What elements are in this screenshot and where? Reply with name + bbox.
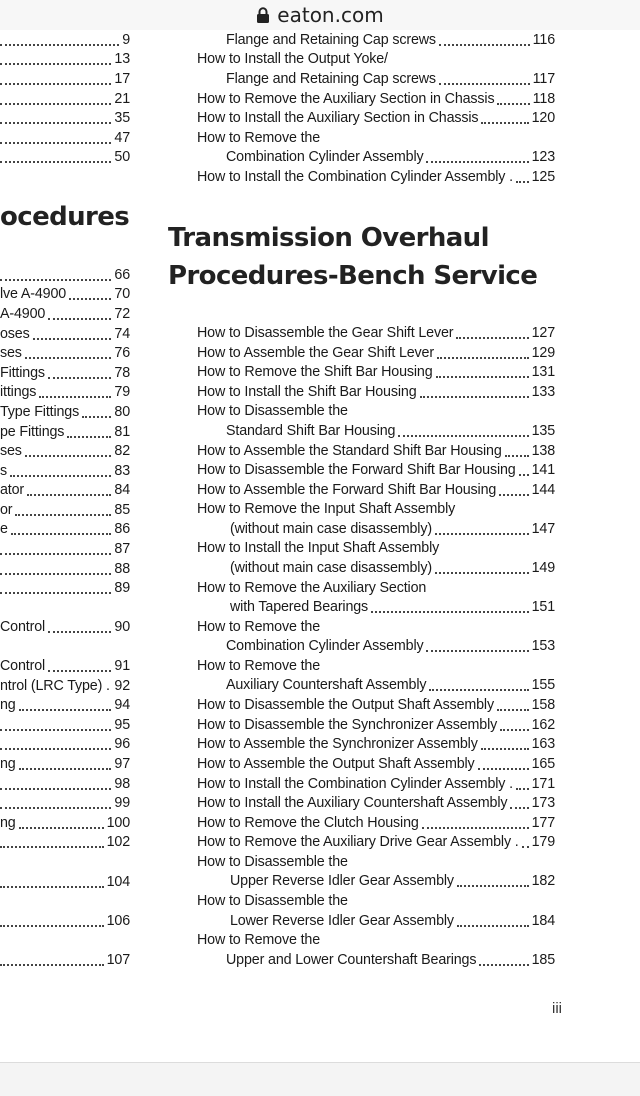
right-toc-row — [197, 892, 555, 911]
right-top-toc-label: Combination Cylinder Assembly — [226, 149, 424, 165]
right-toc-page-number: 135 — [531, 423, 555, 439]
left-toc-dot-leader — [0, 964, 104, 966]
left-toc-page-number: 86 — [114, 521, 130, 537]
left-toc-row — [0, 833, 130, 852]
right-top-toc-label: How to Remove the — [197, 130, 321, 146]
left-toc-dot-leader — [15, 514, 111, 516]
left-toc-dot-leader — [0, 573, 111, 575]
left-section-heading: ocedures — [0, 202, 130, 232]
left-toc-dot-leader — [0, 122, 111, 124]
left-toc-dot-leader — [0, 103, 111, 105]
right-toc-row — [197, 324, 555, 343]
left-toc-dot-leader — [82, 416, 111, 418]
browser-address-bar[interactable] — [0, 0, 640, 31]
right-top-toc-label: Flange and Retaining Cap screws — [226, 32, 436, 48]
left-toc-dot-leader — [27, 494, 111, 496]
right-toc-label: How to Disassemble the Forward Shift Bar Housing — [197, 462, 516, 478]
right-toc-page-number: 171 — [531, 776, 555, 792]
left-toc-page-number: 35 — [114, 110, 130, 126]
right-toc-row — [226, 676, 555, 695]
right-toc-label: How to Remove the Auxiliary Drive Gear Assembly . — [197, 834, 519, 850]
left-toc-dot-leader — [0, 788, 111, 790]
right-toc-page-number: 141 — [531, 462, 555, 478]
left-toc-dot-leader — [0, 729, 111, 731]
right-toc-row — [226, 422, 555, 441]
right-toc-row — [230, 559, 555, 578]
left-toc-page-number: 85 — [114, 502, 130, 518]
right-top-toc-row — [197, 109, 555, 128]
left-toc-page-number: 81 — [114, 424, 130, 440]
left-toc-dot-leader — [48, 631, 111, 633]
right-top-toc-label: How to Install the Output Yoke/ — [197, 51, 388, 67]
right-toc-row — [197, 814, 555, 833]
right-toc-page-number: 153 — [531, 638, 555, 654]
left-toc-page-number: 83 — [114, 463, 130, 479]
right-toc-label: (without main case disassembly) — [230, 560, 432, 576]
left-toc-dot-leader — [0, 846, 104, 848]
right-top-toc-row — [226, 70, 555, 89]
right-toc-dot-leader — [519, 474, 529, 476]
left-toc-label: ng — [0, 756, 16, 772]
right-toc-dot-leader — [426, 650, 528, 652]
left-toc-row — [0, 70, 130, 89]
left-toc-page-number: 99 — [114, 795, 130, 811]
right-toc-label: How to Remove the — [197, 658, 321, 674]
right-toc-label: How to Install the Combination Cylinder Assembly . — [197, 776, 513, 792]
left-toc-label: Control — [0, 658, 46, 674]
right-top-toc-row — [197, 129, 555, 148]
right-top-toc-page-number: 125 — [531, 169, 555, 185]
left-toc-page-number: 78 — [114, 365, 130, 381]
left-toc-page-number: 88 — [114, 561, 130, 577]
left-toc-label: ittings — [0, 384, 37, 400]
right-top-toc-label: How to Remove the Auxiliary Section in Chassis — [197, 91, 495, 107]
right-toc-label: (without main case disassembly) — [230, 521, 432, 537]
right-toc-row — [197, 481, 555, 500]
left-toc-dot-leader — [11, 533, 112, 535]
right-toc-label: How to Remove the — [197, 619, 321, 635]
right-toc-label: How to Assemble the Gear Shift Lever — [197, 345, 434, 361]
right-toc-page-number: 151 — [531, 599, 555, 615]
left-toc-page-number: 92 — [114, 678, 130, 694]
right-toc-label: Auxiliary Countershaft Assembly — [226, 677, 427, 693]
right-toc-dot-leader — [457, 925, 529, 927]
right-top-toc-dot-leader — [439, 44, 530, 46]
left-toc-dot-leader — [0, 279, 111, 281]
left-toc-row — [0, 325, 130, 344]
left-toc-page-number: 82 — [114, 443, 130, 459]
right-toc-dot-leader — [522, 846, 529, 848]
right-toc-page-number: 165 — [531, 756, 555, 772]
left-toc-dot-leader — [39, 396, 111, 398]
right-toc-page-number: 144 — [531, 482, 555, 498]
left-toc-page-number: 107 — [106, 952, 130, 968]
section-heading-line2: Procedures-Bench Service — [168, 261, 538, 291]
right-toc-dot-leader — [456, 337, 528, 339]
left-toc-label: ses — [0, 345, 22, 361]
left-toc-page-number: 96 — [114, 736, 130, 752]
left-toc-page-number: 98 — [114, 776, 130, 792]
left-toc-label: e — [0, 521, 8, 537]
left-toc-page-number: 94 — [114, 697, 130, 713]
right-toc-row — [230, 598, 555, 617]
right-toc-row — [197, 657, 555, 676]
right-toc-page-number: 147 — [531, 521, 555, 537]
right-toc-dot-leader — [497, 709, 529, 711]
right-toc-label: with Tapered Bearings — [230, 599, 369, 615]
left-toc-dot-leader — [0, 83, 111, 85]
left-toc-row — [0, 383, 130, 402]
right-top-toc-row — [226, 31, 555, 50]
right-toc-row — [197, 696, 555, 715]
left-toc-dot-leader — [0, 44, 119, 46]
right-toc-label: How to Remove the Auxiliary Section — [197, 580, 427, 596]
left-toc-label: pe Fittings — [0, 424, 65, 440]
right-toc-label: How to Assemble the Standard Shift Bar Housing — [197, 443, 502, 459]
right-top-toc-page-number: 116 — [532, 32, 555, 48]
left-toc-dot-leader — [67, 436, 111, 438]
right-toc-label: How to Disassemble the Synchronizer Assembly — [197, 717, 498, 733]
left-toc-dot-leader — [0, 161, 111, 163]
left-toc-dot-leader — [0, 553, 111, 555]
left-toc-label: Fittings — [0, 365, 45, 381]
left-toc-row — [0, 129, 130, 148]
left-toc-row — [0, 364, 130, 383]
right-toc-dot-leader — [420, 396, 529, 398]
right-toc-row — [230, 912, 555, 931]
left-toc-row — [0, 462, 130, 481]
left-toc-row — [0, 540, 130, 559]
right-toc-label: Upper and Lower Countershaft Bearings — [226, 952, 477, 968]
right-toc-row — [197, 383, 555, 402]
right-toc-page-number: 177 — [531, 815, 555, 831]
left-toc-page-number: 100 — [106, 815, 130, 831]
right-toc-label: How to Remove the — [197, 932, 321, 948]
right-top-toc-page-number: 120 — [531, 110, 555, 126]
right-toc-column — [197, 324, 555, 984]
left-toc-row — [0, 285, 130, 304]
left-toc-page-number: 9 — [122, 32, 130, 48]
left-toc-page-number: 84 — [114, 482, 130, 498]
right-toc-row — [197, 500, 555, 519]
right-toc-page-number: 129 — [531, 345, 555, 361]
left-toc-dot-leader — [0, 886, 104, 888]
right-toc-row — [197, 402, 555, 421]
left-toc-page-number: 17 — [114, 71, 130, 87]
right-toc-row — [197, 461, 555, 480]
left-toc-page-number: 89 — [114, 580, 130, 596]
right-toc-dot-leader — [371, 611, 529, 613]
left-toc-label: A-4900 — [0, 306, 46, 322]
left-toc-label: Control — [0, 619, 46, 635]
right-top-toc-row — [226, 148, 555, 167]
left-toc-label: ses — [0, 443, 22, 459]
right-toc-row — [197, 853, 555, 872]
left-toc-row — [0, 481, 130, 500]
left-toc-row — [0, 344, 130, 363]
left-toc-row — [0, 403, 130, 422]
right-toc-label: How to Assemble the Forward Shift Bar Housing — [197, 482, 497, 498]
right-toc-label: How to Disassemble the Gear Shift Lever — [197, 325, 454, 341]
left-toc-row — [0, 951, 130, 970]
left-toc-page-number: 80 — [114, 404, 130, 420]
left-toc-dot-leader — [0, 807, 111, 809]
right-toc-label: How to Install the Auxiliary Countershaft Assembly — [197, 795, 508, 811]
left-toc-row — [0, 423, 130, 442]
left-toc-page-number: 66 — [114, 267, 130, 283]
right-toc-page-number: 185 — [531, 952, 555, 968]
right-toc-dot-leader — [499, 494, 528, 496]
left-toc-row — [0, 716, 130, 735]
left-toc-dot-leader — [19, 827, 104, 829]
right-top-toc-row — [197, 168, 555, 187]
left-toc-row — [0, 50, 130, 69]
left-toc-page-number: 47 — [114, 130, 130, 146]
left-toc-page-number: 106 — [106, 913, 130, 929]
right-toc-page-number: 182 — [531, 873, 555, 889]
left-toc-row — [0, 560, 130, 579]
right-toc-row — [197, 775, 555, 794]
lock-icon — [256, 7, 270, 23]
left-toc-row — [0, 501, 130, 520]
right-toc-dot-leader — [436, 376, 529, 378]
right-toc-dot-leader — [479, 964, 528, 966]
left-toc-row — [0, 90, 130, 109]
left-toc-dot-leader — [48, 670, 111, 672]
left-toc-dot-leader — [48, 318, 111, 320]
right-toc-label: How to Install the Shift Bar Housing — [197, 384, 417, 400]
left-toc-dot-leader — [10, 475, 111, 477]
browser-domain: eaton.com — [277, 3, 384, 27]
right-toc-page-number: 149 — [531, 560, 555, 576]
right-toc-dot-leader — [481, 748, 529, 750]
right-toc-row — [197, 794, 555, 813]
left-toc-label: oses — [0, 326, 30, 342]
right-toc-label: Lower Reverse Idler Gear Assembly — [230, 913, 454, 929]
left-toc-row — [0, 912, 130, 931]
right-toc-row — [197, 579, 555, 598]
right-top-toc-dot-leader — [516, 181, 529, 183]
right-top-toc-page-number: 123 — [531, 149, 555, 165]
right-toc-dot-leader — [505, 455, 529, 457]
right-toc-label: How to Assemble the Output Shaft Assembly — [197, 756, 475, 772]
left-toc-page-number: 102 — [106, 834, 130, 850]
right-top-toc-row — [197, 50, 555, 69]
right-toc-dot-leader — [478, 768, 529, 770]
left-toc-page-number: 50 — [114, 149, 130, 165]
right-toc-page-number: 127 — [531, 325, 555, 341]
left-toc-dot-leader — [19, 709, 112, 711]
right-top-toc-label: Flange and Retaining Cap screws — [226, 71, 436, 87]
left-toc-page-number: 97 — [114, 756, 130, 772]
right-toc-page-number: 184 — [531, 913, 555, 929]
right-toc-row — [197, 618, 555, 637]
right-top-toc-dot-leader — [481, 122, 528, 124]
left-toc-dot-leader — [0, 592, 111, 594]
right-top-toc-dot-leader — [426, 161, 528, 163]
right-toc-dot-leader — [398, 435, 528, 437]
left-toc-row — [0, 775, 130, 794]
right-top-toc-label: How to Install the Auxiliary Section in Chassis — [197, 110, 479, 126]
right-toc-label: How to Install the Input Shaft Assembly — [197, 540, 440, 556]
left-toc-page-number: 74 — [114, 326, 130, 342]
left-toc-label: or — [0, 502, 13, 518]
left-toc-row — [0, 266, 130, 285]
right-toc-label: How to Remove the Clutch Housing — [197, 815, 419, 831]
right-toc-page-number: 163 — [531, 736, 555, 752]
left-toc-row — [0, 657, 130, 676]
left-toc-row — [0, 305, 130, 324]
right-toc-dot-leader — [435, 533, 529, 535]
right-toc-dot-leader — [422, 827, 529, 829]
right-toc-row — [197, 931, 555, 950]
left-toc-label: ator — [0, 482, 25, 498]
left-toc-row — [0, 618, 130, 637]
right-toc-label: How to Assemble the Synchronizer Assembly — [197, 736, 478, 752]
left-toc-row — [0, 31, 130, 50]
left-toc-dot-leader — [0, 63, 111, 65]
right-toc-row — [197, 833, 555, 852]
right-toc-dot-leader — [435, 572, 529, 574]
left-toc-page-number: 21 — [114, 91, 130, 107]
left-toc-label: lve A-4900 — [0, 286, 67, 302]
left-toc-dot-leader — [33, 338, 112, 340]
right-toc-row — [197, 735, 555, 754]
right-top-toc-page-number: 117 — [532, 71, 555, 87]
page-number: iii — [552, 1000, 562, 1017]
right-toc-page-number: 158 — [531, 697, 555, 713]
browser-bottom-toolbar — [0, 1062, 640, 1096]
right-toc-dot-leader — [500, 729, 528, 731]
right-toc-row — [226, 637, 555, 656]
right-top-toc-label: How to Install the Combination Cylinder Assembly . — [197, 169, 513, 185]
right-toc-page-number: 131 — [531, 364, 555, 380]
right-toc-page-number: 162 — [531, 717, 555, 733]
left-toc-dot-leader — [25, 455, 112, 457]
left-toc-row — [0, 148, 130, 167]
right-toc-row — [197, 344, 555, 363]
left-toc-dot-leader — [48, 377, 112, 379]
left-toc-page-number: 91 — [114, 658, 130, 674]
left-toc-row — [0, 814, 130, 833]
right-toc-dot-leader — [457, 885, 529, 887]
right-toc-label: Standard Shift Bar Housing — [226, 423, 396, 439]
right-toc-row — [197, 539, 555, 558]
left-toc-page-number: 90 — [114, 619, 130, 635]
left-toc-page-number: 76 — [114, 345, 130, 361]
left-toc-row — [0, 696, 130, 715]
right-toc-row — [226, 951, 555, 970]
left-toc-row — [0, 873, 130, 892]
right-toc-row — [197, 442, 555, 461]
right-top-toc-dot-leader — [439, 83, 530, 85]
right-toc-dot-leader — [437, 357, 529, 359]
right-toc-row — [230, 520, 555, 539]
left-toc-dot-leader — [0, 925, 104, 927]
right-toc-dot-leader — [429, 689, 528, 691]
right-toc-label: How to Remove the Shift Bar Housing — [197, 364, 433, 380]
left-toc-page-number: 104 — [106, 874, 130, 890]
right-toc-row — [197, 363, 555, 382]
right-toc-dot-leader — [516, 788, 529, 790]
right-top-toc-dot-leader — [497, 103, 529, 105]
right-top-toc-page-number: 118 — [532, 91, 555, 107]
right-toc-row — [197, 716, 555, 735]
left-toc-column — [0, 30, 130, 1062]
left-toc-dot-leader — [25, 357, 112, 359]
left-toc-row — [0, 735, 130, 754]
left-toc-page-number: 72 — [114, 306, 130, 322]
document-page[interactable] — [0, 30, 640, 1062]
right-toc-page-number: 133 — [531, 384, 555, 400]
left-toc-page-number: 13 — [114, 51, 130, 67]
left-toc-row — [0, 677, 130, 696]
left-toc-row — [0, 794, 130, 813]
right-toc-label: How to Disassemble the — [197, 854, 348, 870]
section-heading-line1: Transmission Overhaul — [168, 223, 489, 253]
left-toc-dot-leader — [0, 142, 111, 144]
left-toc-label: ntrol (LRC Type) . — [0, 678, 110, 694]
right-toc-row — [230, 872, 555, 891]
right-toc-dot-leader — [510, 807, 528, 809]
right-toc-page-number: 173 — [531, 795, 555, 811]
left-toc-label: Type Fittings — [0, 404, 80, 420]
left-toc-page-number: 95 — [114, 717, 130, 733]
left-toc-dot-leader — [69, 298, 111, 300]
right-toc-top-entries — [197, 30, 555, 190]
right-toc-label: How to Disassemble the Output Shaft Assembly — [197, 697, 494, 713]
left-toc-row — [0, 755, 130, 774]
left-toc-label: ng — [0, 697, 16, 713]
left-toc-label: ng — [0, 815, 16, 831]
right-toc-page-number: 138 — [531, 443, 555, 459]
right-toc-label: How to Disassemble the — [197, 403, 348, 419]
left-toc-page-number: 79 — [114, 384, 130, 400]
left-toc-dot-leader — [19, 768, 112, 770]
right-toc-page-number: 179 — [531, 834, 555, 850]
left-toc-row — [0, 109, 130, 128]
right-top-toc-row — [197, 90, 555, 109]
left-toc-row — [0, 520, 130, 539]
left-toc-page-number: 70 — [114, 286, 130, 302]
left-toc-row — [0, 579, 130, 598]
right-toc-label: Combination Cylinder Assembly — [226, 638, 424, 654]
left-toc-row — [0, 442, 130, 461]
right-toc-label: How to Remove the Input Shaft Assembly — [197, 501, 456, 517]
right-toc-label: Upper Reverse Idler Gear Assembly — [230, 873, 454, 889]
left-toc-page-number: 87 — [114, 541, 130, 557]
right-toc-row — [197, 755, 555, 774]
left-toc-label: s — [0, 463, 7, 479]
right-toc-label: How to Disassemble the — [197, 893, 348, 909]
right-toc-page-number: 155 — [531, 677, 555, 693]
left-toc-dot-leader — [0, 748, 111, 750]
